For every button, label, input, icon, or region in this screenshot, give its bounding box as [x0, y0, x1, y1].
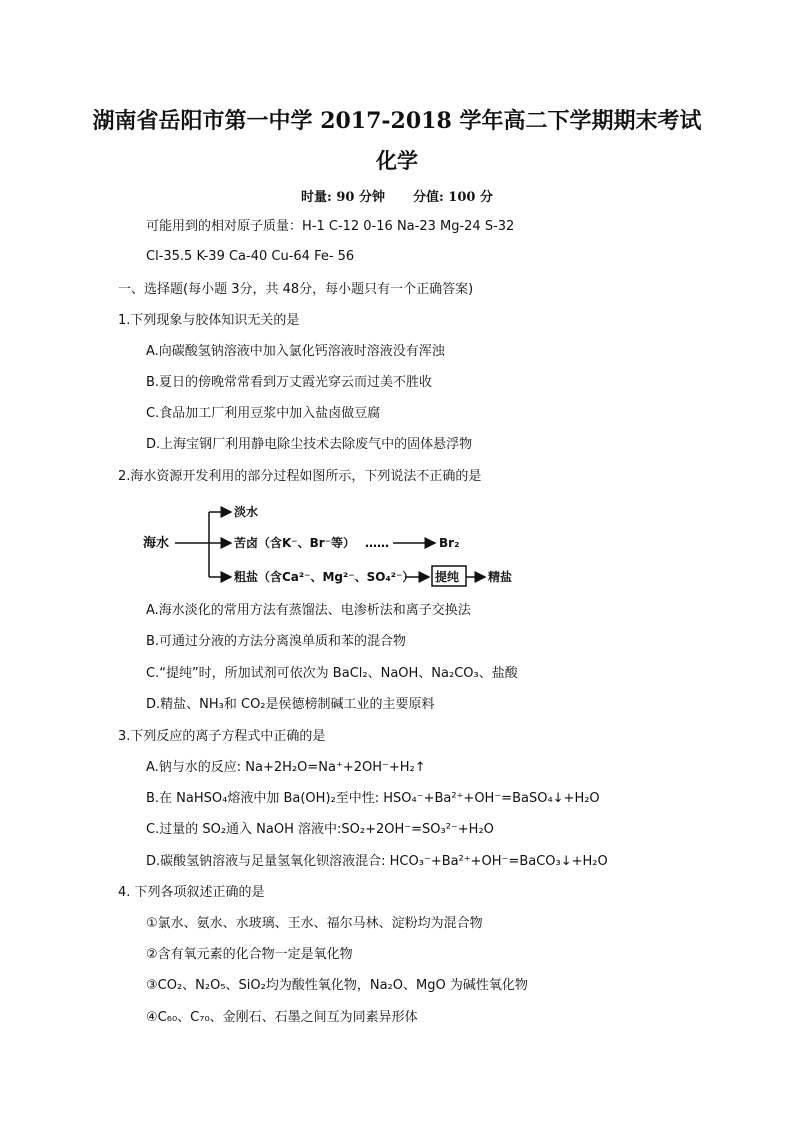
q3-option-a: A.钠与水的反应: Na+2H₂O=Na⁺+2OH⁻+H₂↑ — [146, 760, 426, 775]
purify-label: 提纯 — [435, 570, 460, 584]
exam-meta — [0, 186, 794, 205]
atomic-masses-line1: 可能用到的相对原子质量：H-1 C-12 0-16 Na-23 Mg-24 S-32 — [146, 219, 515, 234]
subject-title: 化学 — [376, 148, 418, 173]
q3-option-c: C.过量的 SO₂通入 NaOH 溶液中:SO₂+2OH⁻=SO₃²⁻+H₂O — [146, 822, 494, 837]
q3-option-b: B.在 NaHSO₄熔液中加 Ba(OH)₂至中性: HSO₄⁻+Ba²⁺+OH⁻=BaSO₄↓+H₂O — [146, 791, 600, 806]
q2-option-a: A.海水淡化的常用方法有蒸馏法、电渗析法和离子交换法 — [146, 603, 471, 618]
q3-option-d: D.碳酸氢钠溶液与足量氢氧化钡溶液混合: HCO₃⁻+Ba²⁺+OH⁻=BaCO₃↓+H₂O — [146, 854, 608, 869]
q4-item-4: ④C₆₀、C₇₀、金刚石、石墨之间互为同素异形体 — [146, 1010, 418, 1025]
atomic-masses-line2: Cl-35.5 K-39 Ca-40 Cu-64 Fe- 56 — [146, 249, 355, 264]
q4-stem: 4. 下列各项叙述正确的是 — [118, 885, 265, 900]
seawater-label: 海水 — [143, 536, 170, 551]
bittern-label: 苦卤（含K⁻、Br⁻等） — [234, 536, 356, 550]
q4-item-3: ③CO₂、N₂O₅、SiO₂均为酸性氧化物，Na₂O、MgO 为碱性氧化物 — [146, 978, 528, 993]
seawater-flow-diagram — [143, 498, 523, 590]
q2-stem: 2.海水资源开发利用的部分过程如图所示，下列说法不正确的是 — [118, 469, 482, 484]
total-score: 分值: 100 分 — [412, 190, 493, 205]
q3-stem: 3.下列反应的离子方程式中正确的是 — [118, 729, 326, 744]
q4-item-1: ①氯水、氨水、水玻璃、王水、福尔马林、淀粉均为混合物 — [146, 916, 483, 931]
q4-item-2: ②含有氧元素的化合物一定是氧化物 — [146, 947, 353, 962]
freshwater-label: 淡水 — [234, 505, 259, 519]
q1-option-d: D.上海宝钢厂利用静电除尘技术去除废气中的固体悬浮物 — [146, 437, 473, 452]
br2-label: Br₂ — [439, 536, 460, 550]
dots-label: …… — [365, 536, 389, 550]
refined-salt-label: 精盐 — [488, 570, 513, 584]
crude-salt-label: 粗盐（含Ca²⁻、Mg²⁻、SO₄²⁻） — [234, 570, 415, 584]
q1-option-c: C.食品加工厂利用豆浆中加入盐卤做豆腐 — [146, 406, 381, 421]
q2-option-d: D.精盐、NH₃和 CO₂是侯德榜制碱工业的主要原料 — [146, 697, 435, 712]
section-heading: 一、选择题(每小题 3分，共 48分，每小题只有一个正确答案) — [118, 282, 474, 297]
q1-option-a: A.向碳酸氢钠溶液中加入氯化钙溶液时溶液没有浑浊 — [146, 344, 445, 359]
exam-title: 湖南省岳阳市第一中学 2017-2018 学年高二下学期期末考试 — [92, 108, 702, 134]
q1-option-b: B.夏日的傍晚常常看到万丈霞光穿云而过美不胜收 — [146, 375, 433, 390]
q2-option-c: C.“提纯”时，所加试剂可依次为 BaCl₂、NaOH、Na₂CO₃、盐酸 — [146, 666, 518, 681]
q1-stem: 1.下列现象与胶体知识无关的是 — [118, 313, 300, 328]
q2-option-b: B.可通过分液的方法分离溴单质和苯的混合物 — [146, 634, 407, 649]
time-limit: 时量: 90 分钟 — [301, 190, 385, 205]
